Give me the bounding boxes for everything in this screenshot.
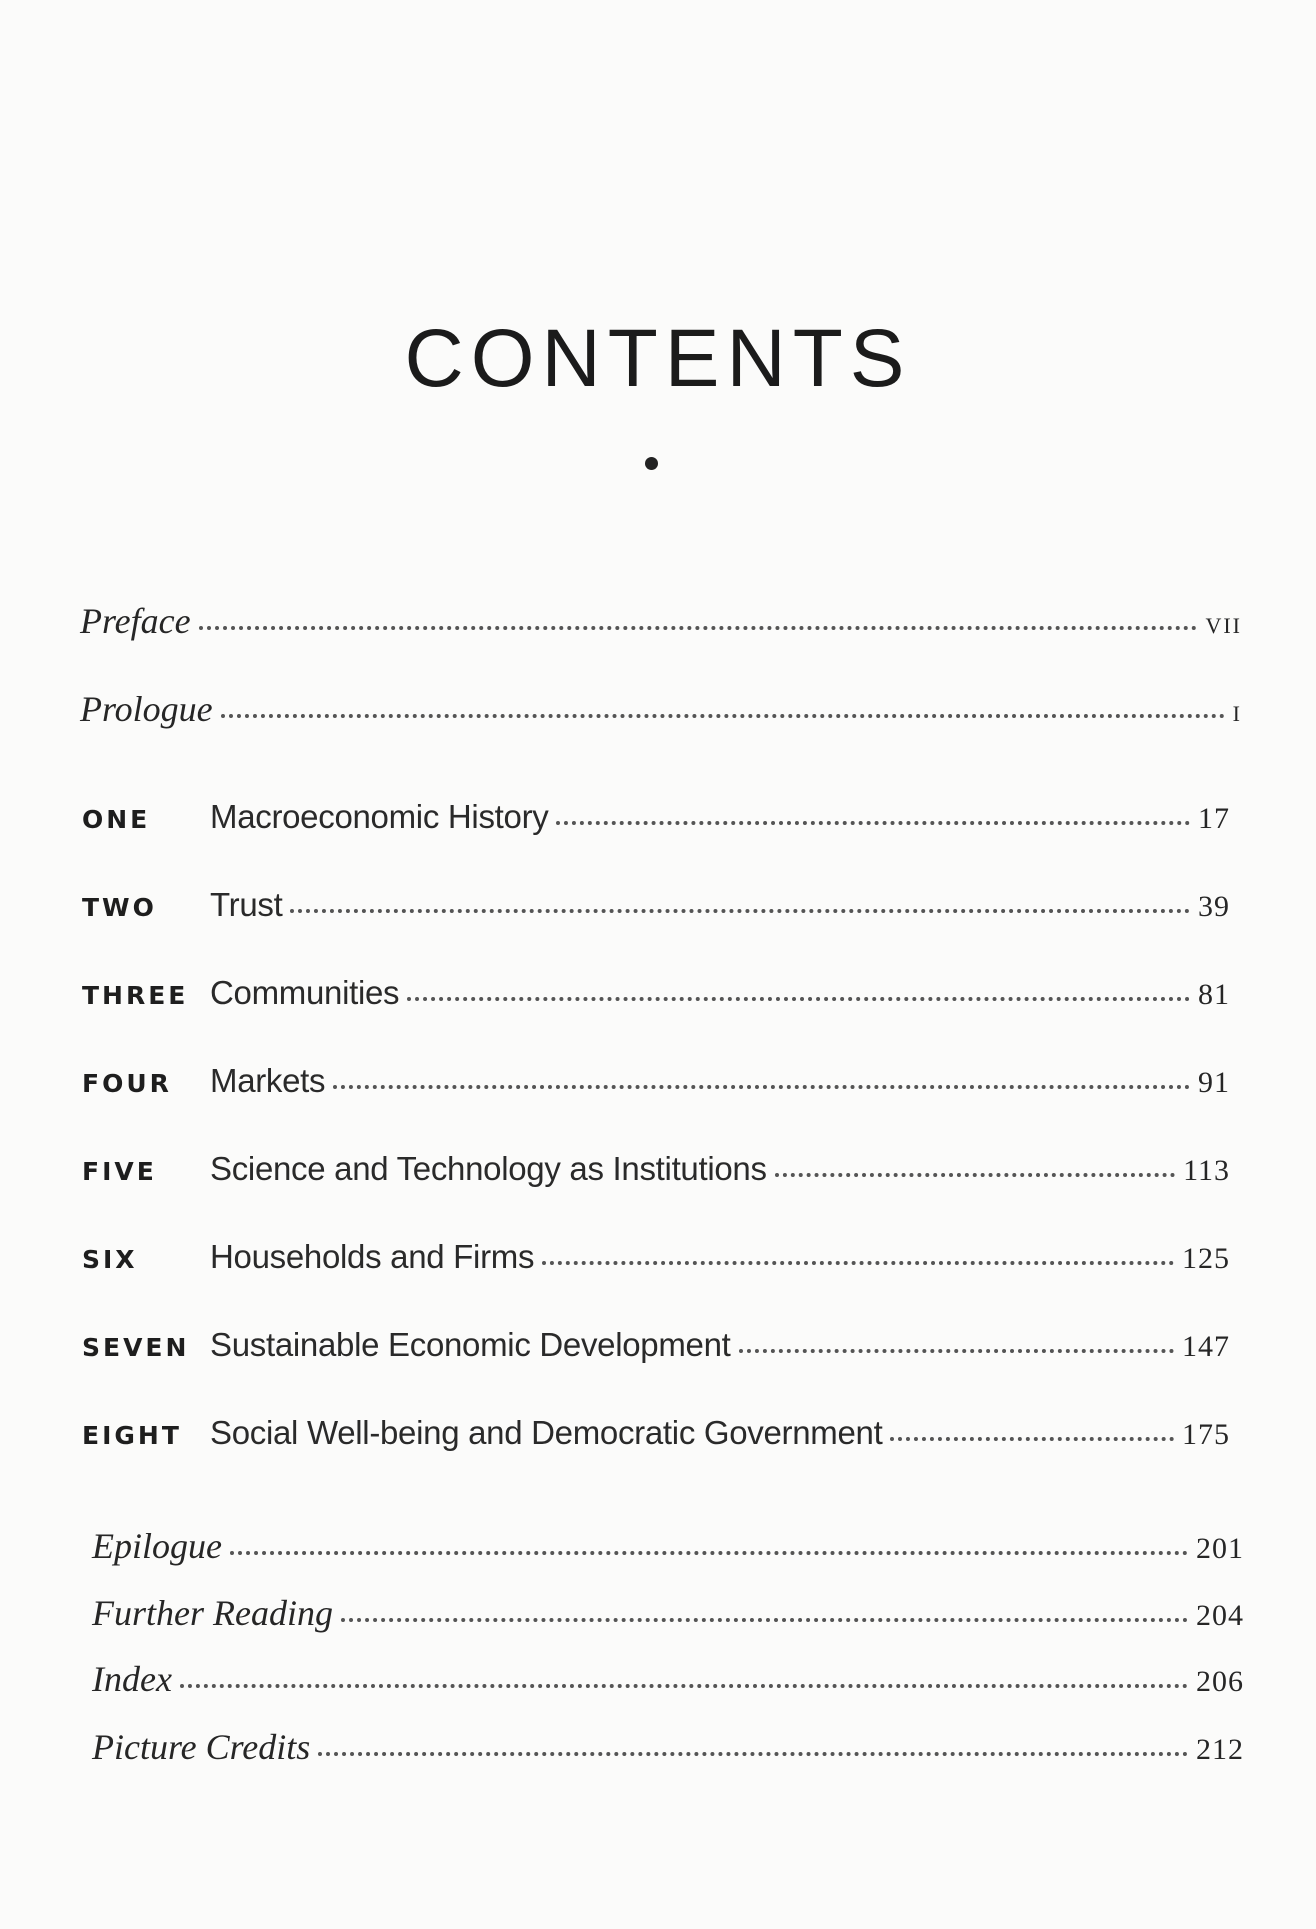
dot-leader	[199, 626, 1198, 630]
dot-leader	[542, 1261, 1174, 1265]
page-number: 125	[1182, 1242, 1230, 1275]
toc-entry-chapter-three[interactable]	[82, 974, 1230, 1012]
dot-leader	[556, 821, 1190, 825]
chapter-number: SEVEN	[82, 1333, 190, 1362]
page-number: VII	[1205, 613, 1242, 638]
toc-entry-prologue[interactable]	[80, 688, 1242, 730]
dot-leader	[775, 1173, 1175, 1177]
chapter-title: Macroeconomic History	[210, 798, 549, 835]
chapter-title: Science and Technology as Institutions	[210, 1150, 767, 1187]
entry-label: Preface	[80, 601, 191, 641]
dot-leader	[221, 714, 1225, 718]
chapter-number: EIGHT	[82, 1421, 182, 1450]
page-number: I	[1232, 701, 1242, 726]
dot-leader	[341, 1618, 1188, 1622]
chapter-number: SIX	[82, 1245, 138, 1274]
chapter-number: TWO	[82, 893, 157, 922]
dot-leader	[407, 997, 1190, 1001]
toc-entry-chapter-four[interactable]	[82, 1062, 1230, 1100]
chapter-title: Households and Firms	[210, 1238, 535, 1275]
dot-leader	[890, 1437, 1174, 1441]
toc-entry-chapter-seven[interactable]	[82, 1326, 1230, 1364]
page-number: 201	[1196, 1532, 1244, 1565]
toc-entry-picture-credits[interactable]	[92, 1726, 1244, 1768]
page-number: 204	[1196, 1599, 1244, 1632]
page-number: 17	[1198, 802, 1230, 835]
dot-leader	[180, 1684, 1188, 1688]
page-number: 212	[1196, 1733, 1244, 1766]
chapter-number: THREE	[82, 981, 189, 1010]
toc-entry-preface[interactable]	[80, 600, 1242, 642]
dot-leader	[318, 1752, 1188, 1756]
page-number: 175	[1182, 1418, 1230, 1451]
bullet-ornament	[645, 457, 658, 470]
chapter-title: Sustainable Economic Development	[210, 1326, 731, 1363]
toc-entry-chapter-five[interactable]	[82, 1150, 1230, 1188]
toc-entry-chapter-one[interactable]	[82, 798, 1230, 836]
chapter-title: Markets	[210, 1062, 326, 1099]
entry-label: Index	[92, 1659, 172, 1699]
page-number: 81	[1198, 978, 1230, 1011]
page-number: 39	[1198, 890, 1230, 923]
chapter-number: ONE	[82, 805, 151, 834]
toc-entry-chapter-two[interactable]	[82, 886, 1230, 924]
chapter-number: FIVE	[82, 1157, 157, 1186]
chapter-title: Social Well-being and Democratic Government	[210, 1414, 883, 1451]
entry-label: Epilogue	[92, 1526, 222, 1566]
dot-leader	[290, 909, 1190, 913]
chapter-number: FOUR	[82, 1069, 172, 1098]
entry-label: Further Reading	[92, 1593, 333, 1633]
dot-leader	[333, 1085, 1190, 1089]
contents-heading: CONTENTS	[404, 313, 912, 404]
page-number: 91	[1198, 1066, 1230, 1099]
toc-entry-chapter-eight[interactable]	[82, 1414, 1230, 1452]
toc-entry-index[interactable]	[92, 1658, 1244, 1700]
toc-entry-further-reading[interactable]	[92, 1592, 1244, 1634]
chapter-title: Communities	[210, 974, 400, 1011]
dot-leader	[739, 1349, 1174, 1353]
page-number: 113	[1183, 1154, 1230, 1187]
chapter-title: Trust	[210, 886, 283, 923]
entry-label: Picture Credits	[92, 1727, 311, 1767]
toc-entry-epilogue[interactable]	[92, 1525, 1244, 1567]
dot-leader	[230, 1551, 1188, 1555]
page-number: 147	[1182, 1330, 1230, 1363]
toc-entry-chapter-six[interactable]	[82, 1238, 1230, 1276]
entry-label: Prologue	[80, 689, 213, 729]
page-number: 206	[1196, 1665, 1244, 1698]
